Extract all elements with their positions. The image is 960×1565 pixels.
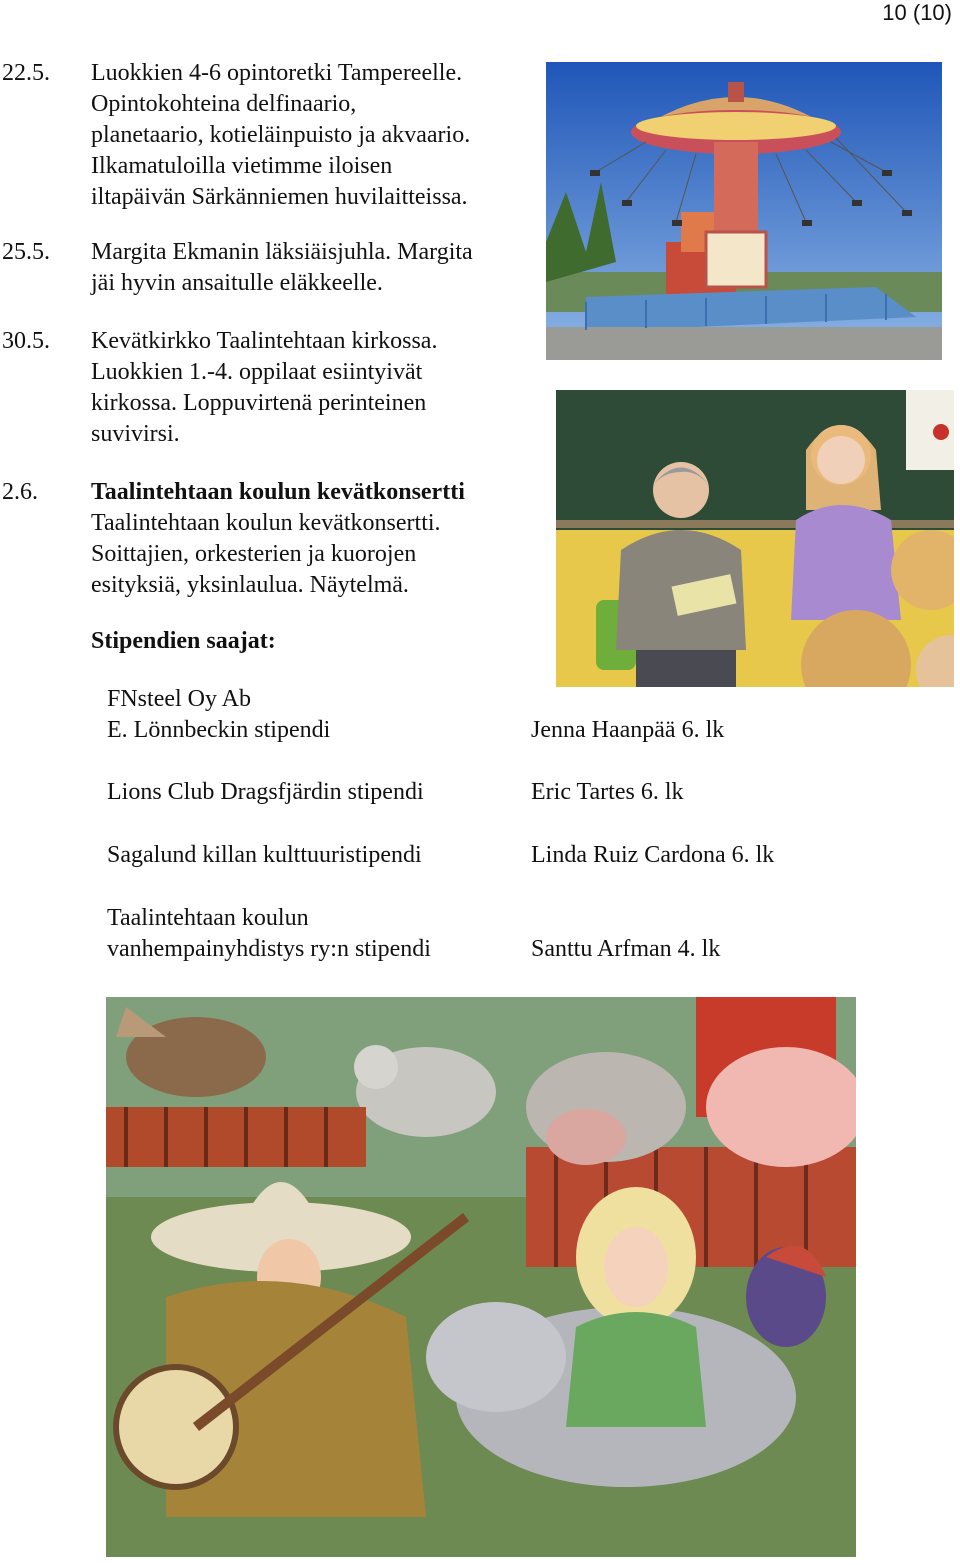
event-line: esityksiä, yksinlaulua. Näytelmä. xyxy=(91,572,409,598)
scholarship-name-line: E. Lönnbeckin stipendi xyxy=(107,717,331,743)
event-line: Margita Ekmanin läksiäisjuhla. Margita xyxy=(91,239,473,265)
event-line: iltapäivän Särkänniemen huvilaitteissa. xyxy=(91,184,468,210)
event-title: Taalintehtaan koulun kevätkonsertti xyxy=(91,479,465,505)
classroom-photo xyxy=(556,390,954,687)
scholarship-name-line: Lions Club Dragsfjärdin stipendi xyxy=(107,779,424,805)
event-line: Soittajien, orkesterien ja kuorojen xyxy=(91,541,417,567)
scholarship-recipient: Santtu Arfman 4. lk xyxy=(531,936,721,962)
event-text xyxy=(91,326,541,450)
event-line: Taalintehtaan koulun kevätkonsertti. xyxy=(91,510,441,536)
event-text xyxy=(91,237,541,299)
event-line: Ilkamatuloilla vietimme iloisen xyxy=(91,153,393,179)
scholarship-name-line: Sagalund killan kulttuuristipendi xyxy=(107,842,422,868)
scholarship-recipient: Linda Ruiz Cardona 6. lk xyxy=(531,842,775,868)
mural-photo xyxy=(106,997,856,1557)
event-line: jäi hyvin ansaitulle eläkkeelle. xyxy=(91,270,383,296)
event-date: 2.6. xyxy=(2,479,38,505)
page-number: 10 (10) xyxy=(882,0,952,25)
scholarship-name-line: FNsteel Oy Ab xyxy=(107,686,251,712)
event-date: 25.5. xyxy=(2,239,50,265)
event-line: planetaario, kotieläinpuisto ja akvaario. xyxy=(91,122,471,148)
scholarship-recipient: Eric Tartes 6. lk xyxy=(531,779,684,805)
event-line: Opintokohteina delfinaario, xyxy=(91,91,357,117)
event-line: kirkossa. Loppuvirtenä perinteinen xyxy=(91,390,427,416)
event-text xyxy=(91,477,541,601)
event-line: Luokkien 4-6 opintoretki Tampereelle. xyxy=(91,60,463,86)
event-date: 30.5. xyxy=(2,328,50,354)
scholarship-name-line: vanhempainyhdistys ry:n stipendi xyxy=(107,936,431,962)
amusement-park-photo xyxy=(546,62,942,360)
event-line: Luokkien 1.-4. oppilaat esiintyivät xyxy=(91,359,423,385)
event-date: 22.5. xyxy=(2,60,50,86)
scholarship-recipient: Jenna Haanpää 6. lk xyxy=(531,717,725,743)
event-line: Kevätkirkko Taalintehtaan kirkossa. xyxy=(91,328,438,354)
scholarship-name xyxy=(107,777,424,808)
scholarship-name xyxy=(107,903,431,965)
event-line: suvivirsi. xyxy=(91,421,180,447)
scholarship-name xyxy=(107,840,422,871)
scholarship-name-line: Taalintehtaan koulun xyxy=(107,905,309,931)
event-text xyxy=(91,58,541,213)
scholarship-name xyxy=(107,684,330,746)
scholarships-heading: Stipendien saajat: xyxy=(91,628,276,654)
